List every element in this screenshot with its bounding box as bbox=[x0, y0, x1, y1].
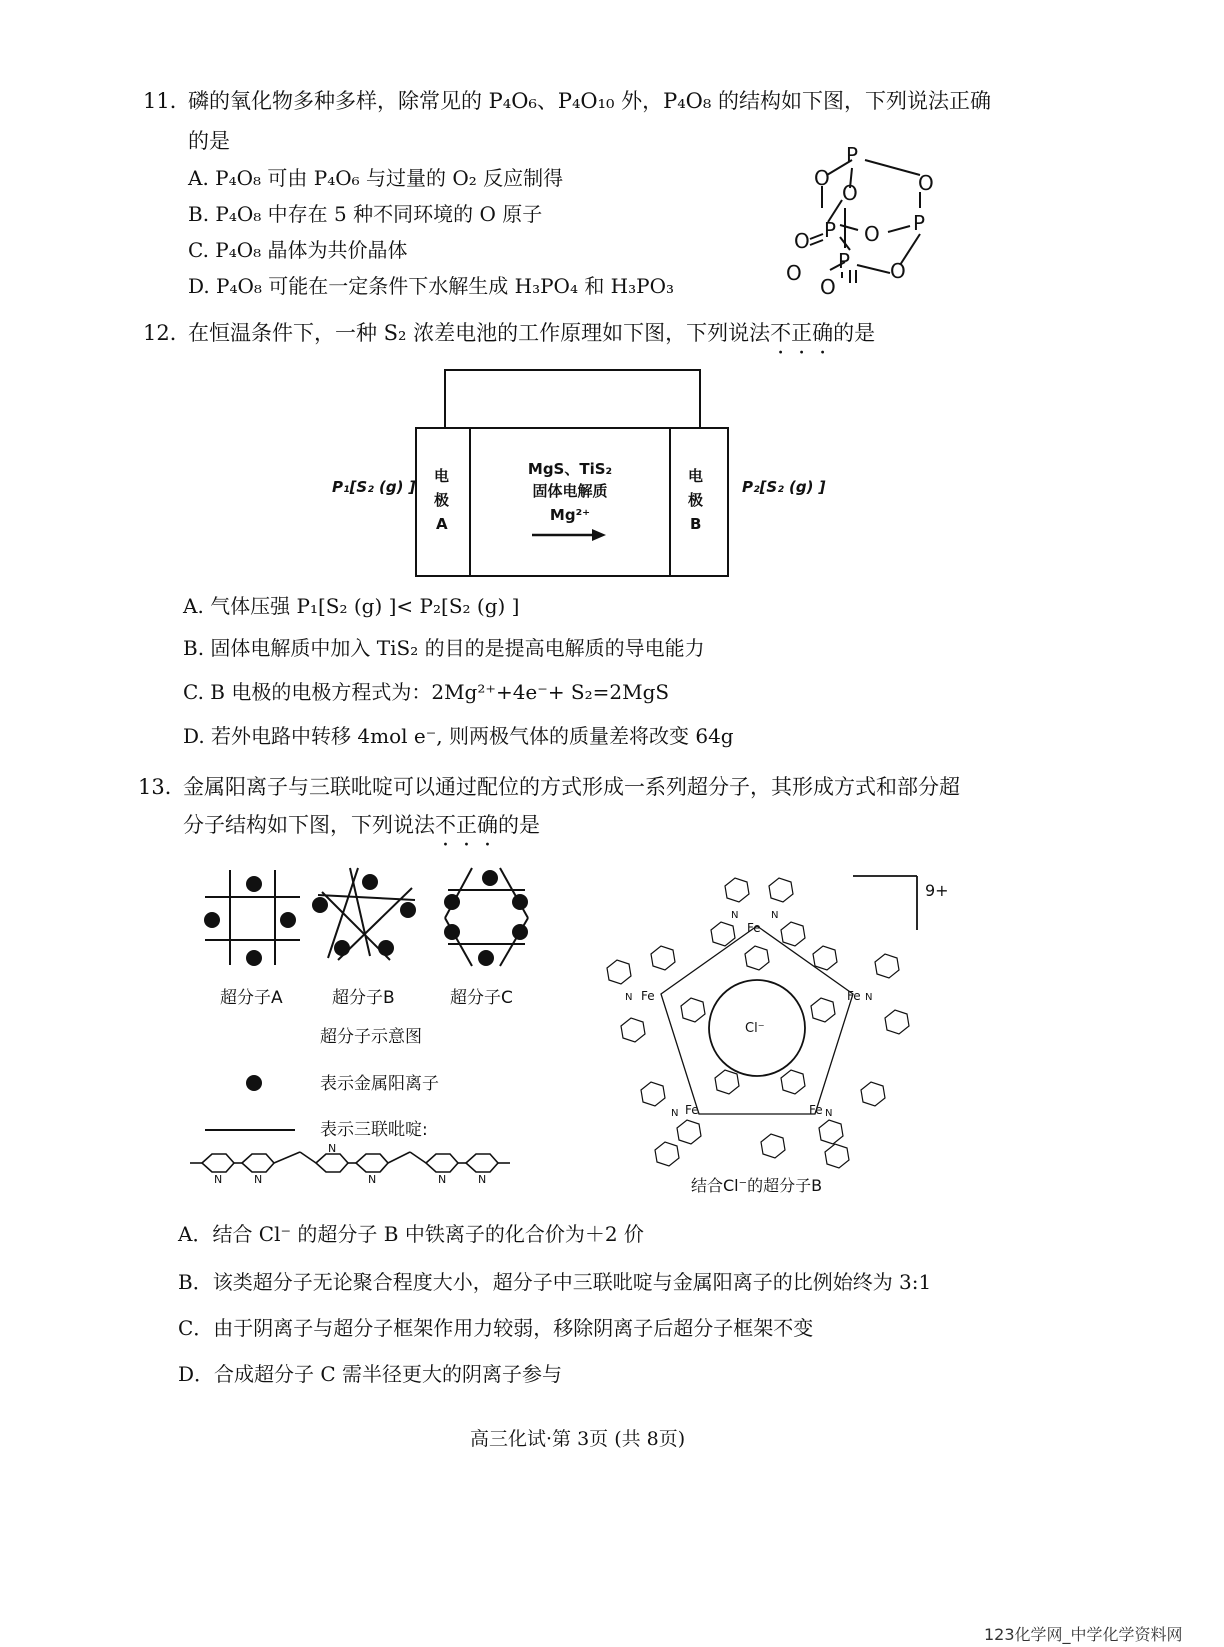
nitrogen-atom: N bbox=[328, 1142, 337, 1155]
q12-stem bbox=[188, 318, 875, 348]
atom-o: O bbox=[864, 222, 880, 246]
supramolecule-schematic bbox=[190, 860, 550, 1190]
metal-ion-dot bbox=[512, 894, 528, 910]
q11-number: 11． bbox=[143, 89, 191, 113]
p4o8-structure-diagram bbox=[770, 140, 960, 305]
legend-dot-label: 表示金属阳离子 bbox=[320, 1074, 439, 1094]
electrode-a-char: 电 bbox=[434, 467, 450, 485]
metal-ion-dot bbox=[246, 950, 262, 966]
watermark: 123化学网_中学化学资料网 bbox=[984, 1625, 1183, 1644]
fe-center: Fe bbox=[747, 921, 761, 935]
metal-ion-dot bbox=[334, 940, 350, 956]
electrode-a-char: 极 bbox=[434, 491, 450, 509]
emphasis-char: 确 bbox=[812, 321, 834, 345]
metal-ion-dot bbox=[280, 912, 296, 928]
emphasis-char: 确 bbox=[477, 813, 498, 837]
fe-center: Fe bbox=[685, 1103, 699, 1117]
terpyridine-structure bbox=[190, 1152, 510, 1172]
fe-center: Fe bbox=[641, 989, 655, 1003]
legend-dot-icon bbox=[246, 1075, 262, 1091]
atom-o: O bbox=[918, 171, 934, 195]
q13-stem-line2 bbox=[183, 810, 540, 840]
atom-o: O bbox=[842, 181, 858, 205]
electrode-b-char: 极 bbox=[688, 491, 704, 509]
q12-stem-end: 的是 bbox=[833, 321, 876, 345]
metal-ion-dot bbox=[246, 876, 262, 892]
metal-ion-dot bbox=[400, 902, 416, 918]
q13-option-d: D．合成超分子 C 需半径更大的阴离子参与 bbox=[178, 1362, 563, 1386]
atom-o: O bbox=[814, 166, 830, 190]
fe-center: Fe bbox=[809, 1103, 823, 1117]
nitrogen-atom: N bbox=[771, 910, 779, 921]
metal-ion-dot bbox=[204, 912, 220, 928]
s2-concentration-cell-diagram bbox=[330, 368, 830, 580]
q11-option-c: C. P₄O₈ 晶体为共价晶体 bbox=[188, 238, 408, 262]
q12-option-b: B. 固体电解质中加入 TiS₂ 的目的是提高电解质的导电能力 bbox=[183, 636, 705, 660]
pressure-right-label: P₂[S₂ (g) ] bbox=[742, 478, 826, 496]
supramolecule-c-label: 超分子C bbox=[450, 988, 513, 1008]
q12-number: 12． bbox=[143, 321, 191, 345]
atom-p: P bbox=[838, 249, 851, 273]
metal-ion-dot bbox=[478, 950, 494, 966]
ion-label: Mg²⁺ bbox=[549, 506, 591, 524]
q13-number: 13． bbox=[138, 775, 186, 799]
atom-o: O bbox=[890, 259, 906, 283]
q13-stem-end: 的是 bbox=[498, 813, 540, 837]
atom-p: P bbox=[846, 143, 859, 167]
legend-line-label: 表示三联吡啶: bbox=[320, 1120, 428, 1140]
page-footer: 高三化试·第 3页 (共 8页) bbox=[470, 1428, 686, 1450]
atom-p: P bbox=[913, 211, 926, 235]
q13-option-b: B．该类超分子无论聚合程度大小，超分子中三联吡啶与金属阳离子的比例始终为 3:1 bbox=[178, 1270, 932, 1294]
complex-caption: 结合Cl⁻的超分子B bbox=[691, 1176, 823, 1195]
charge-label: 9+ bbox=[925, 881, 949, 900]
q11-option-b: B. P₄O₈ 中存在 5 种不同环境的 O 原子 bbox=[188, 202, 543, 226]
emphasis-char: 不 bbox=[435, 813, 456, 837]
metal-ion-dot bbox=[444, 924, 460, 940]
atom-o: O bbox=[786, 261, 802, 285]
emphasis-char: 不 bbox=[770, 321, 792, 345]
q12-stem-text: 在恒温条件下，一种 S₂ 浓差电池的工作原理如下图，下列说法 bbox=[188, 321, 771, 345]
nitrogen-atom: N bbox=[865, 992, 873, 1003]
q11-stem-line1: 磷的氧化物多种多样，除常见的 P₄O₆、P₄O₁₀ 外，P₄O₈ 的结构如下图，下列说法正确 bbox=[188, 89, 991, 113]
q13-stem-line1: 金属阳离子与三联吡啶可以通过配位的方式形成一系列超分子，其形成方式和部分超 bbox=[183, 775, 960, 799]
nitrogen-atom: N bbox=[825, 1108, 833, 1119]
q11-option-a: A. P₄O₈ 可由 P₄O₆ 与过量的 O₂ 反应制得 bbox=[188, 166, 564, 190]
chloride-label: Cl⁻ bbox=[745, 1021, 765, 1036]
q13-option-c: C．由于阴离子与超分子框架作用力较弱，移除阴离子后超分子框架不变 bbox=[178, 1316, 814, 1340]
metal-ion-dot bbox=[444, 894, 460, 910]
q13-option-a: A．结合 Cl⁻ 的超分子 B 中铁离子的化合价为＋2 价 bbox=[178, 1222, 644, 1246]
q12-option-d: D. 若外电路中转移 4mol e⁻, 则两极气体的质量差将改变 64g bbox=[183, 724, 734, 748]
schematic-caption: 超分子示意图 bbox=[320, 1027, 422, 1047]
metal-ion-dot bbox=[362, 874, 378, 890]
nitrogen-atom: N bbox=[478, 1173, 487, 1186]
q12-option-a: A. 气体压强 P₁[S₂ (g) ]< P₂[S₂ (g) ] bbox=[183, 594, 520, 618]
electrode-b-char: B bbox=[690, 515, 702, 533]
nitrogen-atom: N bbox=[254, 1173, 263, 1186]
fe-center: Fe bbox=[847, 989, 861, 1003]
supramolecule-a-label: 超分子A bbox=[220, 988, 283, 1008]
electrode-a-char: A bbox=[436, 515, 448, 533]
nitrogen-atom: N bbox=[625, 992, 633, 1003]
electrolyte-label-1: MgS、TiS₂ bbox=[527, 460, 613, 478]
metal-ion-dot bbox=[378, 940, 394, 956]
fe-supramolecule-b-structure bbox=[585, 858, 975, 1203]
emphasis-char: 正 bbox=[456, 813, 477, 837]
nitrogen-atom: N bbox=[671, 1108, 679, 1119]
nitrogen-atom: N bbox=[438, 1173, 447, 1186]
q12-option-c: C. B 电极的电极方程式为：2Mg²⁺+4e⁻+ S₂=2MgS bbox=[183, 680, 670, 704]
q13-stem-text: 分子结构如下图，下列说法 bbox=[183, 813, 435, 837]
pressure-left-label: P₁[S₂ (g) ] bbox=[332, 478, 416, 496]
external-circuit bbox=[445, 370, 700, 428]
ion-flow-arrow-icon bbox=[532, 529, 606, 541]
atom-o: O bbox=[794, 229, 810, 253]
atom-o: O bbox=[820, 275, 836, 299]
metal-ion-dot bbox=[482, 870, 498, 886]
charge-bracket bbox=[853, 876, 917, 930]
atom-p: P bbox=[824, 218, 837, 242]
nitrogen-atom: N bbox=[368, 1173, 377, 1186]
electrode-b-char: 电 bbox=[688, 467, 704, 485]
cell-body bbox=[416, 428, 728, 576]
nitrogen-atom: N bbox=[731, 910, 739, 921]
metal-ion-dot bbox=[512, 924, 528, 940]
nitrogen-atom: N bbox=[214, 1173, 223, 1186]
q11-option-d: D. P₄O₈ 可能在一定条件下水解生成 H₃PO₄ 和 H₃PO₃ bbox=[188, 274, 675, 298]
metal-ion-dot bbox=[312, 897, 328, 913]
electrolyte-label-2: 固体电解质 bbox=[532, 482, 608, 500]
q11-stem-line2: 的是 bbox=[188, 129, 230, 153]
emphasis-char: 正 bbox=[791, 321, 813, 345]
supramolecule-b-label: 超分子B bbox=[332, 988, 395, 1008]
